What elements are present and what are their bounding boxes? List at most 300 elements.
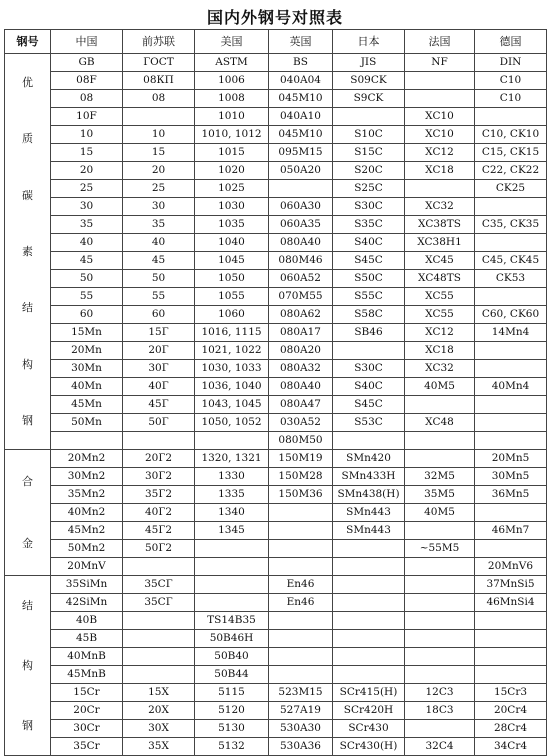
table-row bbox=[5, 198, 547, 216]
category-label bbox=[5, 576, 50, 755]
table-cell: 20MnV bbox=[51, 558, 123, 576]
table-cell bbox=[405, 720, 475, 738]
table-cell bbox=[475, 666, 547, 684]
table-row bbox=[5, 306, 547, 324]
table-cell: 5130 bbox=[195, 720, 269, 738]
table-cell bbox=[333, 612, 405, 630]
table-cell: 45MnB bbox=[51, 666, 123, 684]
table-cell bbox=[475, 342, 547, 360]
table-row bbox=[5, 594, 547, 612]
table-row bbox=[5, 108, 547, 126]
table-cell bbox=[333, 630, 405, 648]
table-cell: XC12 bbox=[405, 324, 475, 342]
table-cell: 1035 bbox=[195, 216, 269, 234]
table-cell bbox=[475, 432, 547, 450]
table-cell: 40B bbox=[51, 612, 123, 630]
table-cell bbox=[475, 288, 547, 306]
table-cell: 50Mn bbox=[51, 414, 123, 432]
table-cell: 050A20 bbox=[269, 162, 333, 180]
table-cell: C15, CK15 bbox=[475, 144, 547, 162]
table-row bbox=[5, 684, 547, 702]
category-cell bbox=[5, 54, 51, 450]
table-cell: CK25 bbox=[475, 180, 547, 198]
table-cell: 1010 bbox=[195, 108, 269, 126]
table-cell: SCr415(H) bbox=[333, 684, 405, 702]
table-cell: 20Mn bbox=[51, 342, 123, 360]
table-cell: 1020 bbox=[195, 162, 269, 180]
table-cell bbox=[405, 666, 475, 684]
table-cell: 045M10 bbox=[269, 90, 333, 108]
table-cell: 45Mn bbox=[51, 396, 123, 414]
table-cell bbox=[333, 540, 405, 558]
table-cell: XC10 bbox=[405, 108, 475, 126]
table-cell: 1050 bbox=[195, 270, 269, 288]
table-cell: 20 bbox=[123, 162, 195, 180]
table-cell: 20Mn5 bbox=[475, 450, 547, 468]
table-row bbox=[5, 360, 547, 378]
category-cell bbox=[5, 450, 51, 576]
table-cell: 40Mn4 bbox=[475, 378, 547, 396]
table-cell: 045M10 bbox=[269, 126, 333, 144]
table-row bbox=[5, 72, 547, 90]
table-cell: 040A04 bbox=[269, 72, 333, 90]
table-row bbox=[5, 486, 547, 504]
table-cell: 35СГ bbox=[123, 576, 195, 594]
table-cell: 060A52 bbox=[269, 270, 333, 288]
table-cell bbox=[123, 666, 195, 684]
table-cell bbox=[475, 504, 547, 522]
table-cell: XC45 bbox=[405, 252, 475, 270]
table-cell bbox=[123, 630, 195, 648]
table-cell: 5132 bbox=[195, 738, 269, 756]
table-cell: 20Cr4 bbox=[475, 702, 547, 720]
table-cell: 14Mn4 bbox=[475, 324, 547, 342]
table-row bbox=[5, 522, 547, 540]
table-cell bbox=[269, 558, 333, 576]
table-row bbox=[5, 234, 547, 252]
table-cell: S20C bbox=[333, 162, 405, 180]
table-cell: C10 bbox=[475, 90, 547, 108]
table-cell: 1335 bbox=[195, 486, 269, 504]
table-cell: 1025 bbox=[195, 180, 269, 198]
table-cell: S09CK bbox=[333, 72, 405, 90]
table-row bbox=[5, 270, 547, 288]
table-row bbox=[5, 324, 547, 342]
table-cell: 1055 bbox=[195, 288, 269, 306]
table-cell: XC10 bbox=[405, 126, 475, 144]
table-cell: 1015 bbox=[195, 144, 269, 162]
table-row bbox=[5, 558, 547, 576]
table-cell bbox=[405, 396, 475, 414]
table-cell: S40C bbox=[333, 378, 405, 396]
table-cell: 35Г2 bbox=[123, 486, 195, 504]
table-cell bbox=[475, 648, 547, 666]
col-header-germany: 德国 bbox=[475, 30, 547, 54]
table-cell bbox=[269, 540, 333, 558]
table-cell bbox=[405, 648, 475, 666]
table-cell: 46Mn7 bbox=[475, 522, 547, 540]
table-cell: 1320, 1321 bbox=[195, 450, 269, 468]
table-row bbox=[5, 432, 547, 450]
table-cell: 45Г2 bbox=[123, 522, 195, 540]
table-cell bbox=[123, 558, 195, 576]
table-cell: 20MnV6 bbox=[475, 558, 547, 576]
table-cell: SMn443 bbox=[333, 522, 405, 540]
table-cell: TS14B35 bbox=[195, 612, 269, 630]
table-cell: 080M46 bbox=[269, 252, 333, 270]
table-cell: SCr430 bbox=[333, 720, 405, 738]
table-cell: ГОСТ bbox=[123, 54, 195, 72]
table-cell: S40C bbox=[333, 234, 405, 252]
table-cell: SB46 bbox=[333, 324, 405, 342]
table-cell: 20Cr bbox=[51, 702, 123, 720]
table-cell bbox=[333, 108, 405, 126]
table-cell bbox=[123, 432, 195, 450]
table-cell: 1030, 1033 bbox=[195, 360, 269, 378]
table-cell: 18C3 bbox=[405, 702, 475, 720]
table-cell: 1030 bbox=[195, 198, 269, 216]
table-cell: 36Mn5 bbox=[475, 486, 547, 504]
table-cell bbox=[475, 108, 547, 126]
table-row bbox=[5, 252, 547, 270]
table-cell: 10 bbox=[123, 126, 195, 144]
table-cell bbox=[405, 90, 475, 108]
table-cell: SMn443 bbox=[333, 504, 405, 522]
table-row bbox=[5, 54, 547, 72]
table-cell: 40Mn bbox=[51, 378, 123, 396]
table-cell bbox=[405, 72, 475, 90]
table-cell: 080A40 bbox=[269, 378, 333, 396]
table-cell: 30 bbox=[51, 198, 123, 216]
table-cell: 1050, 1052 bbox=[195, 414, 269, 432]
table-row bbox=[5, 216, 547, 234]
category-cell bbox=[5, 576, 51, 756]
table-cell: JIS bbox=[333, 54, 405, 72]
table-row bbox=[5, 126, 547, 144]
table-cell: 523M15 bbox=[269, 684, 333, 702]
table-cell bbox=[475, 540, 547, 558]
table-cell: 070M55 bbox=[269, 288, 333, 306]
table-cell bbox=[333, 576, 405, 594]
table-cell: 15X bbox=[123, 684, 195, 702]
table-row bbox=[5, 144, 547, 162]
table-cell: 35 bbox=[51, 216, 123, 234]
table-cell: XC55 bbox=[405, 306, 475, 324]
category-char: 构 bbox=[22, 658, 33, 672]
table-cell bbox=[333, 594, 405, 612]
table-cell: 35X bbox=[123, 738, 195, 756]
col-header-usa: 美国 bbox=[195, 30, 269, 54]
table-cell: S50C bbox=[333, 270, 405, 288]
table-cell: 060A30 bbox=[269, 198, 333, 216]
table-cell: 40 bbox=[51, 234, 123, 252]
table-body bbox=[5, 54, 547, 756]
table-cell: SCr430(H) bbox=[333, 738, 405, 756]
table-cell: 15Cr3 bbox=[475, 684, 547, 702]
table-row bbox=[5, 540, 547, 558]
table-cell: 32C4 bbox=[405, 738, 475, 756]
table-cell: 50 bbox=[123, 270, 195, 288]
category-char: 合 bbox=[22, 474, 33, 488]
table-cell: 1045 bbox=[195, 252, 269, 270]
table-cell: 50B44 bbox=[195, 666, 269, 684]
table-row bbox=[5, 612, 547, 630]
table-cell: 30Cr bbox=[51, 720, 123, 738]
page-title: 国内外钢号对照表 bbox=[206, 8, 343, 27]
category-char: 质 bbox=[22, 132, 33, 146]
category-char: 素 bbox=[22, 244, 33, 258]
table-cell: 080A20 bbox=[269, 342, 333, 360]
table-cell: 1006 bbox=[195, 72, 269, 90]
table-row bbox=[5, 342, 547, 360]
table-cell: S53C bbox=[333, 414, 405, 432]
table-cell: 5120 bbox=[195, 702, 269, 720]
table-cell: 080A47 bbox=[269, 396, 333, 414]
table-cell bbox=[405, 432, 475, 450]
table-cell: 40M5 bbox=[405, 504, 475, 522]
table-cell: SCr420H bbox=[333, 702, 405, 720]
table-cell: 20 bbox=[51, 162, 123, 180]
table-cell: 28Cr4 bbox=[475, 720, 547, 738]
table-cell: 46MnSi4 bbox=[475, 594, 547, 612]
table-cell: S45C bbox=[333, 396, 405, 414]
table-cell: XC48 bbox=[405, 414, 475, 432]
table-cell bbox=[123, 612, 195, 630]
table-cell: S58C bbox=[333, 306, 405, 324]
table-cell: 40Г2 bbox=[123, 504, 195, 522]
table-cell: ~55M5 bbox=[405, 540, 475, 558]
table-cell: 1036, 1040 bbox=[195, 378, 269, 396]
table-cell bbox=[475, 198, 547, 216]
table-cell: XC38TS bbox=[405, 216, 475, 234]
table-row bbox=[5, 720, 547, 738]
table-cell: 15 bbox=[123, 144, 195, 162]
table-cell: 40 bbox=[123, 234, 195, 252]
table-cell: S25C bbox=[333, 180, 405, 198]
table-cell: 1008 bbox=[195, 90, 269, 108]
table-cell: 35Mn2 bbox=[51, 486, 123, 504]
table-row bbox=[5, 414, 547, 432]
table-cell: SMn438(H) bbox=[333, 486, 405, 504]
table-cell: NF bbox=[405, 54, 475, 72]
category-char: 钢 bbox=[22, 414, 33, 428]
table-cell: C60, CK60 bbox=[475, 306, 547, 324]
table-cell: 32M5 bbox=[405, 468, 475, 486]
table-cell bbox=[333, 432, 405, 450]
category-char: 金 bbox=[22, 537, 33, 551]
table-cell: XC12 bbox=[405, 144, 475, 162]
table-cell: 527A19 bbox=[269, 702, 333, 720]
table-cell: C22, CK22 bbox=[475, 162, 547, 180]
col-header-grade: 钢号 bbox=[5, 30, 51, 54]
table-row bbox=[5, 576, 547, 594]
category-char: 钢 bbox=[22, 718, 33, 732]
table-cell: 50Г2 bbox=[123, 540, 195, 558]
table-cell: 1345 bbox=[195, 522, 269, 540]
table-cell: 60 bbox=[51, 306, 123, 324]
table-row bbox=[5, 90, 547, 108]
table-cell bbox=[405, 630, 475, 648]
table-cell: 08КП bbox=[123, 72, 195, 90]
table-cell: S9CK bbox=[333, 90, 405, 108]
table-cell: 30Г bbox=[123, 360, 195, 378]
table-cell bbox=[333, 648, 405, 666]
table-cell: 40MnB bbox=[51, 648, 123, 666]
table-cell: 095M15 bbox=[269, 144, 333, 162]
col-header-uk: 英国 bbox=[269, 30, 333, 54]
table-cell bbox=[475, 360, 547, 378]
table-row bbox=[5, 288, 547, 306]
table-cell: 150M36 bbox=[269, 486, 333, 504]
table-cell: S10C bbox=[333, 126, 405, 144]
table-cell: 30Mn bbox=[51, 360, 123, 378]
table-cell: 08 bbox=[51, 90, 123, 108]
table-cell: 45 bbox=[51, 252, 123, 270]
table-cell: 1016, 1115 bbox=[195, 324, 269, 342]
table-cell: 25 bbox=[123, 180, 195, 198]
table-cell: C35, CK35 bbox=[475, 216, 547, 234]
table-cell bbox=[405, 576, 475, 594]
table-cell: 1021, 1022 bbox=[195, 342, 269, 360]
table-cell: 080M50 bbox=[269, 432, 333, 450]
table-cell: 50 bbox=[51, 270, 123, 288]
table-cell: 060A35 bbox=[269, 216, 333, 234]
table-cell: 30Mn2 bbox=[51, 468, 123, 486]
table-cell: 35SiMn bbox=[51, 576, 123, 594]
table-cell: 080A62 bbox=[269, 306, 333, 324]
table-cell bbox=[269, 648, 333, 666]
table-cell: XC32 bbox=[405, 198, 475, 216]
table-cell: 20X bbox=[123, 702, 195, 720]
table-cell: 30Г2 bbox=[123, 468, 195, 486]
table-cell: 50B46H bbox=[195, 630, 269, 648]
col-header-ussr: 前苏联 bbox=[123, 30, 195, 54]
table-cell bbox=[195, 594, 269, 612]
table-cell: XC38H1 bbox=[405, 234, 475, 252]
table-cell: 10 bbox=[51, 126, 123, 144]
table-cell: 040A10 bbox=[269, 108, 333, 126]
table-cell: 5115 bbox=[195, 684, 269, 702]
table-cell: S15C bbox=[333, 144, 405, 162]
table-row bbox=[5, 396, 547, 414]
table-cell: S35C bbox=[333, 216, 405, 234]
table-cell bbox=[405, 612, 475, 630]
table-cell bbox=[405, 450, 475, 468]
table-cell: 40M5 bbox=[405, 378, 475, 396]
table-cell: 150M28 bbox=[269, 468, 333, 486]
table-cell: 12C3 bbox=[405, 684, 475, 702]
table-cell: 40Mn2 bbox=[51, 504, 123, 522]
table-cell: 30 bbox=[123, 198, 195, 216]
table-cell: BS bbox=[269, 54, 333, 72]
table-row bbox=[5, 450, 547, 468]
table-cell: XC48TS bbox=[405, 270, 475, 288]
table-row bbox=[5, 180, 547, 198]
table-cell bbox=[475, 414, 547, 432]
table-cell: S55C bbox=[333, 288, 405, 306]
table-cell: 530A36 bbox=[269, 738, 333, 756]
category-char: 构 bbox=[22, 357, 33, 371]
table-cell: 080A40 bbox=[269, 234, 333, 252]
table-cell: 55 bbox=[123, 288, 195, 306]
table-cell: 50B40 bbox=[195, 648, 269, 666]
table-row bbox=[5, 648, 547, 666]
table-cell: S45C bbox=[333, 252, 405, 270]
table-cell: 40Г bbox=[123, 378, 195, 396]
table-cell: 55 bbox=[51, 288, 123, 306]
table-cell bbox=[269, 666, 333, 684]
table-cell: 35 bbox=[123, 216, 195, 234]
table-cell: 10F bbox=[51, 108, 123, 126]
table-cell bbox=[475, 612, 547, 630]
table-cell: XC32 bbox=[405, 360, 475, 378]
header-row bbox=[5, 30, 547, 54]
table-row bbox=[5, 666, 547, 684]
table-cell: S30C bbox=[333, 198, 405, 216]
category-label bbox=[5, 450, 50, 575]
table-cell bbox=[195, 540, 269, 558]
table-cell: S30C bbox=[333, 360, 405, 378]
table-cell: 35СГ bbox=[123, 594, 195, 612]
table-cell: C10 bbox=[475, 72, 547, 90]
table-cell: 15Г bbox=[123, 324, 195, 342]
table-cell: 150M19 bbox=[269, 450, 333, 468]
table-cell: 34Cr4 bbox=[475, 738, 547, 756]
table-cell: 080A17 bbox=[269, 324, 333, 342]
table-cell: En46 bbox=[269, 576, 333, 594]
table-cell: ASTM bbox=[195, 54, 269, 72]
category-label bbox=[5, 54, 50, 449]
table-cell bbox=[333, 342, 405, 360]
table-row bbox=[5, 378, 547, 396]
table-cell bbox=[123, 648, 195, 666]
table-cell: 20Г2 bbox=[123, 450, 195, 468]
table-cell bbox=[405, 522, 475, 540]
table-cell: En46 bbox=[269, 594, 333, 612]
table-cell: 080A32 bbox=[269, 360, 333, 378]
table-cell: 530A30 bbox=[269, 720, 333, 738]
table-cell: SMn433H bbox=[333, 468, 405, 486]
table-cell bbox=[405, 180, 475, 198]
table-row bbox=[5, 162, 547, 180]
table-cell: 45Г bbox=[123, 396, 195, 414]
table-cell bbox=[195, 558, 269, 576]
table-cell: CK53 bbox=[475, 270, 547, 288]
col-header-japan: 日本 bbox=[333, 30, 405, 54]
table-row bbox=[5, 738, 547, 756]
table-cell: 15Cr bbox=[51, 684, 123, 702]
table-cell: 35M5 bbox=[405, 486, 475, 504]
table-row bbox=[5, 504, 547, 522]
table-cell: 08 bbox=[123, 90, 195, 108]
table-cell bbox=[475, 630, 547, 648]
table-cell bbox=[333, 666, 405, 684]
table-cell: 45 bbox=[123, 252, 195, 270]
table-cell: 030A52 bbox=[269, 414, 333, 432]
steel-grade-table bbox=[4, 29, 547, 756]
table-cell: 1340 bbox=[195, 504, 269, 522]
table-cell: 1330 bbox=[195, 468, 269, 486]
table-cell: 1043, 1045 bbox=[195, 396, 269, 414]
table-cell bbox=[269, 522, 333, 540]
table-cell: 20Г bbox=[123, 342, 195, 360]
table-cell: 50Г bbox=[123, 414, 195, 432]
table-cell: XC18 bbox=[405, 162, 475, 180]
table-cell: 1060 bbox=[195, 306, 269, 324]
table-cell: 20Mn2 bbox=[51, 450, 123, 468]
table-cell bbox=[405, 558, 475, 576]
table-cell: C10, CK10 bbox=[475, 126, 547, 144]
